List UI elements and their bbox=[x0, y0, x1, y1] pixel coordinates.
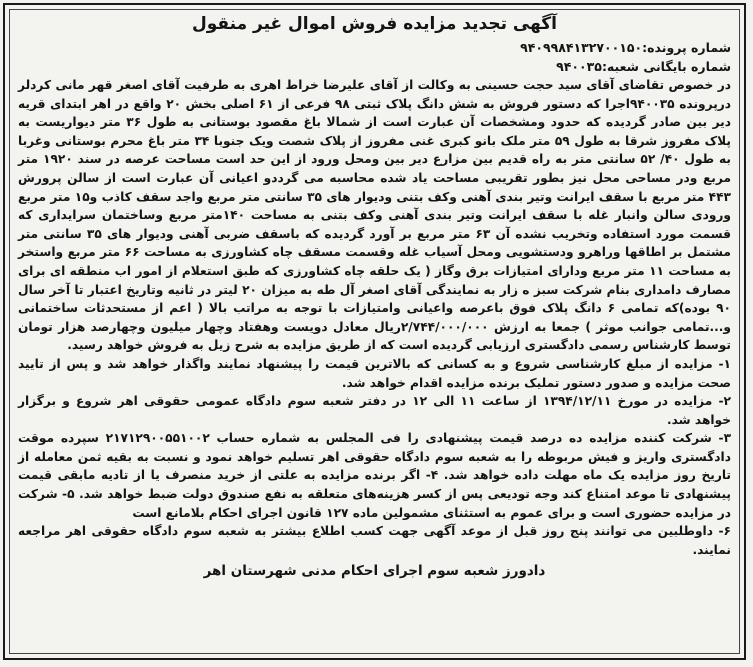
signature-line: دادورز شعبه سوم اجرای احکام مدنی شهرستان اهر bbox=[203, 563, 546, 580]
notice-title: آگهی تجدید مزایده فروش اموال غیر منقول bbox=[191, 14, 558, 34]
archive-number-line bbox=[18, 57, 731, 76]
condition-item-1: ۱- مزایده از مبلغ کارشناسی شروع و به کسانی که بالاترین قیمت را پیشنهاد نمایند واگذار خواهد شد و پس از تایید صحت مزایده و صدور دستور تملیک برنده مزایده اقدام خواهد شد. bbox=[18, 356, 731, 390]
archive-number-label: شماره بایگانی شعبه: bbox=[601, 59, 731, 74]
notice-inner-frame bbox=[9, 9, 740, 654]
notice-outer-frame bbox=[3, 3, 746, 660]
case-number-label: شماره پرونده: bbox=[642, 40, 731, 55]
case-number-line bbox=[18, 38, 731, 57]
condition-item-6: ۶- داوطلبین می توانند پنج روز قبل از موعد آگهی جهت کسب اطلاع بیشتر به شعبه سوم دادگاه حقوقی اهر مراجعه نمایند. bbox=[18, 524, 731, 557]
archive-number: ۹۴۰۰۳۵ bbox=[556, 59, 602, 74]
condition-item-3: ۳- شرکت کننده مزایده ده درصد قیمت پیشنهادی را فی المجلس به شماره حساب ۲۱۷۱۲۹۰۰۵۵۱۰۰۲ سپرده موقت دادگستری واریز و فیش مربوطه را به شعبه سوم دادگاه حقوقی اهر تسلیم خواهد نمود و نسبت به بقیه ثمن معامله از تاریخ روز مزایده یک ماه مهلت داده خواهد شد. ۴- اگر برنده مزایده به علتی از خرید منصرف یا از تادیه مابقی قیمت پیشنهادی تا موعد امتناع کند وجه تودیعی پس از کسر هزینه‌های متعلقه به نفع صندوق دولت ضبط خواهد شد. ۵- شرکت در مزایده حضوری است و برای عموم به استثنای مشمولین ماده ۱۲۷ قانون اجرای احکام بلامانع است bbox=[18, 431, 732, 520]
case-number: ۹۴۰۹۹۸۴۱۳۲۷۰۰۱۵۰ bbox=[520, 40, 643, 55]
notice-body: در خصوص تقاضای آقای سید حجت حسینی به وکالت از آقای علیرضا خراط اهری به طرفیت آقای اصغر قهر مانی کردلر درپرونده ۹۴۰۰۳۵اجرا که دستور فروش به شش دانگ پلاک ثبتی ۹۸ فرعی از ۶۱ اصلی بخش ۲۰ واقع در اهر ابتدای قریه دیر بین صادر گردیده که حدود ومشخصات آن عبارت است از شمالا باغ مقصود بوستانی به طول ۳۶ متر دیواریست به پلاک مفروز شرقا به طول ۵۹ متر ملک بانو کبری غنی مفروز از پلاک شصت ویک جنوبا ۳۴ متر باغ محرم بوستانی وغربا به طول ۴۰/ ۵۲ سانتی متر به راه قدیم بین مزارع دیر بین ومحل ورود از این حد است مساحت عرصه در سند ۱۹۲۰ متر مربع ودر مساحی محل نیز بطور تقریبی مساحت یاد شده محاسبه می گرددو اعیانی آن عبارت است از سالن پرورش ۴۴۳ متر مربع با سقف ایرانت وتیر بندی آهنی وکف بتنی ودیوار های ۳۵ سانتی متر مربع واجد سقف کاذب و۱۵ متر مربع ورودی سالن وانبار غله با سقف ایرانت وتیر بندی آهنی وکف بتنی به مساحت ۱۴۰متر مربع وساختمان سرایداری که قسمت مورد استفاده وتخریب نشده آن ۶۳ متر مربع بر آورد گردیده که باسقف ضربی آهنی ودیوار های ۳۵ سانتی متر مشتمل بر اطاقها وراهرو ودستشویی ومحل آسیاب غله وقسمت مسقف چاه کشاورزی به مساحت ۶۶ متر مربع واستخر به مساحت ۱۱ متر مربع ودارای امتیازات برق وگاز ( یک حلقه چاه کشاورزی که طبق استعلام از امور اب منطقه ای برای مصارف دامداری بنام شرکت سبز ه زار به نمایندگی آقای اصغر آل طه به میزان ۲۰ لیتر در ثانیه وتاریخ اعتبار تا آخر سال ۹۰ بوده)که تمامی ۶ دانگ پلاک فوق باعرصه واعیانی وامتیازات با توجه به مراتب بالا ( اعم از مستحدثات ساختمانی و...تمامی جوانب موثر ) جمعا به ارزش ۲/۷۴۴/۰۰۰/۰۰۰ریال معادل دویست وهفتاد وچهار میلیون وچهارصد هزار تومان توسط کارشناس رسمی دادگستری ارزیابی گردیده است که از طریق مزایده به شرح زیل به فروش خواهد رسید. bbox=[18, 78, 732, 353]
condition-item-2: ۲- مزایده در مورخ ۱۳۹۴/۱۲/۱۱ از ساعت ۱۱ الی ۱۲ در دفتر شعبه سوم دادگاه عمومی حقوقی اهر شروع و برگزار خواهد شد. bbox=[18, 394, 731, 427]
